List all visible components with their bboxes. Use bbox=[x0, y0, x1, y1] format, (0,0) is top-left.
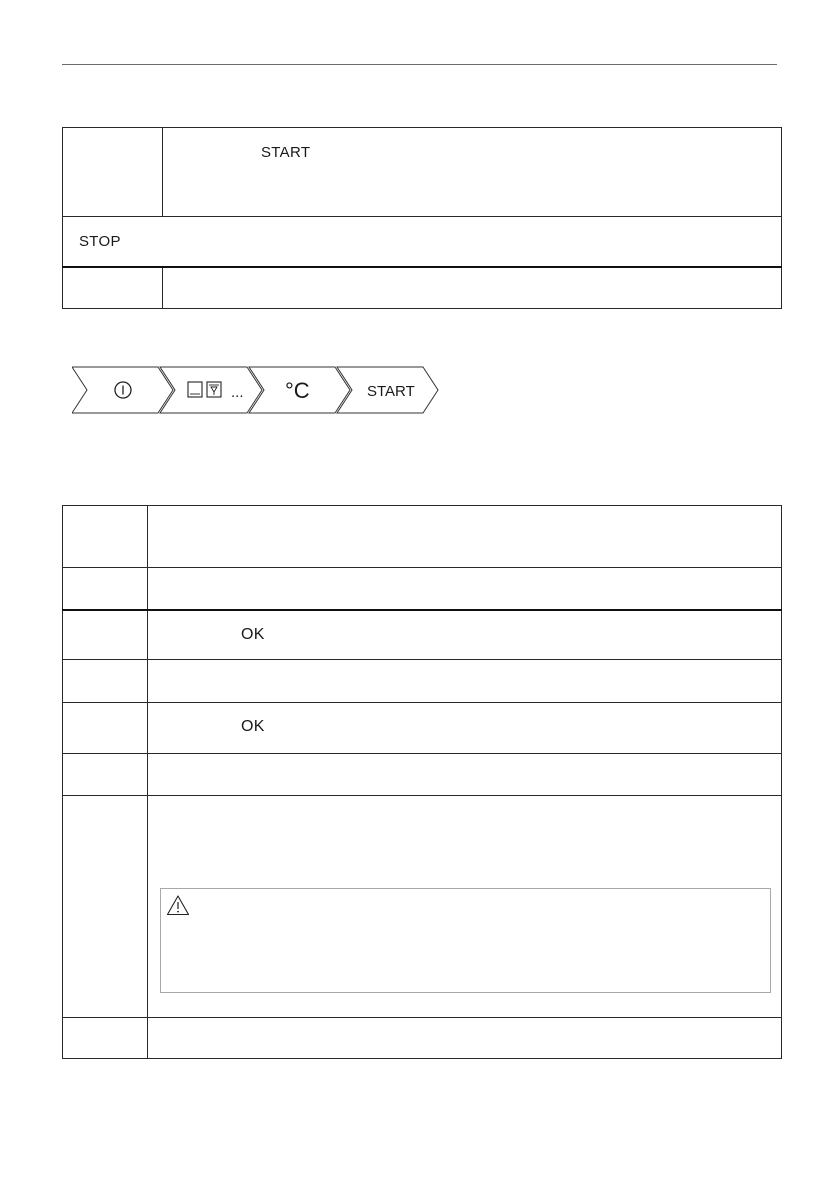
description-cell bbox=[148, 610, 782, 660]
table-row bbox=[63, 754, 782, 796]
instruction-table-1 bbox=[62, 127, 782, 309]
step-function bbox=[160, 367, 262, 413]
warning-box bbox=[160, 888, 771, 993]
warning-triangle-icon bbox=[166, 894, 190, 916]
stop-key-label: STOP bbox=[79, 233, 121, 250]
table-row bbox=[63, 1018, 782, 1059]
table-row bbox=[63, 796, 782, 1018]
start-key-label: START bbox=[261, 144, 311, 161]
description-cell bbox=[148, 754, 782, 796]
step-cell bbox=[63, 128, 163, 217]
table-row bbox=[63, 610, 782, 660]
more-functions-label: ... bbox=[231, 384, 244, 401]
table-row bbox=[63, 568, 782, 610]
table-row bbox=[63, 660, 782, 703]
step-start bbox=[337, 367, 438, 413]
step-cell bbox=[63, 703, 148, 754]
steps-sequence bbox=[72, 366, 440, 414]
step-cell bbox=[63, 1018, 148, 1059]
step-cell bbox=[63, 796, 148, 1018]
step-cell bbox=[63, 506, 148, 568]
table-row bbox=[63, 217, 782, 267]
table-row bbox=[63, 703, 782, 754]
step-cell bbox=[63, 267, 163, 309]
step-temperature bbox=[249, 367, 350, 413]
table-row bbox=[63, 506, 782, 568]
description-cell bbox=[148, 506, 782, 568]
description-cell bbox=[148, 796, 782, 1018]
merged-cell bbox=[63, 217, 782, 267]
step-cell bbox=[63, 754, 148, 796]
step-cell bbox=[63, 660, 148, 703]
description-cell bbox=[148, 703, 782, 754]
page-top-rule bbox=[62, 64, 777, 65]
step-cell bbox=[63, 568, 148, 610]
description-cell bbox=[163, 128, 782, 217]
table-row bbox=[63, 128, 782, 217]
start-step-label: START bbox=[367, 383, 415, 400]
instruction-table-2 bbox=[62, 505, 782, 1059]
ok-key-label: OK bbox=[241, 718, 265, 735]
description-cell bbox=[148, 1018, 782, 1059]
table-row bbox=[63, 267, 782, 309]
description-cell bbox=[163, 267, 782, 309]
description-cell bbox=[148, 568, 782, 610]
ok-key-label: OK bbox=[241, 625, 265, 643]
step-cell bbox=[63, 610, 148, 660]
temperature-label: °C bbox=[285, 378, 310, 403]
description-cell bbox=[148, 660, 782, 703]
step-power bbox=[72, 367, 173, 413]
